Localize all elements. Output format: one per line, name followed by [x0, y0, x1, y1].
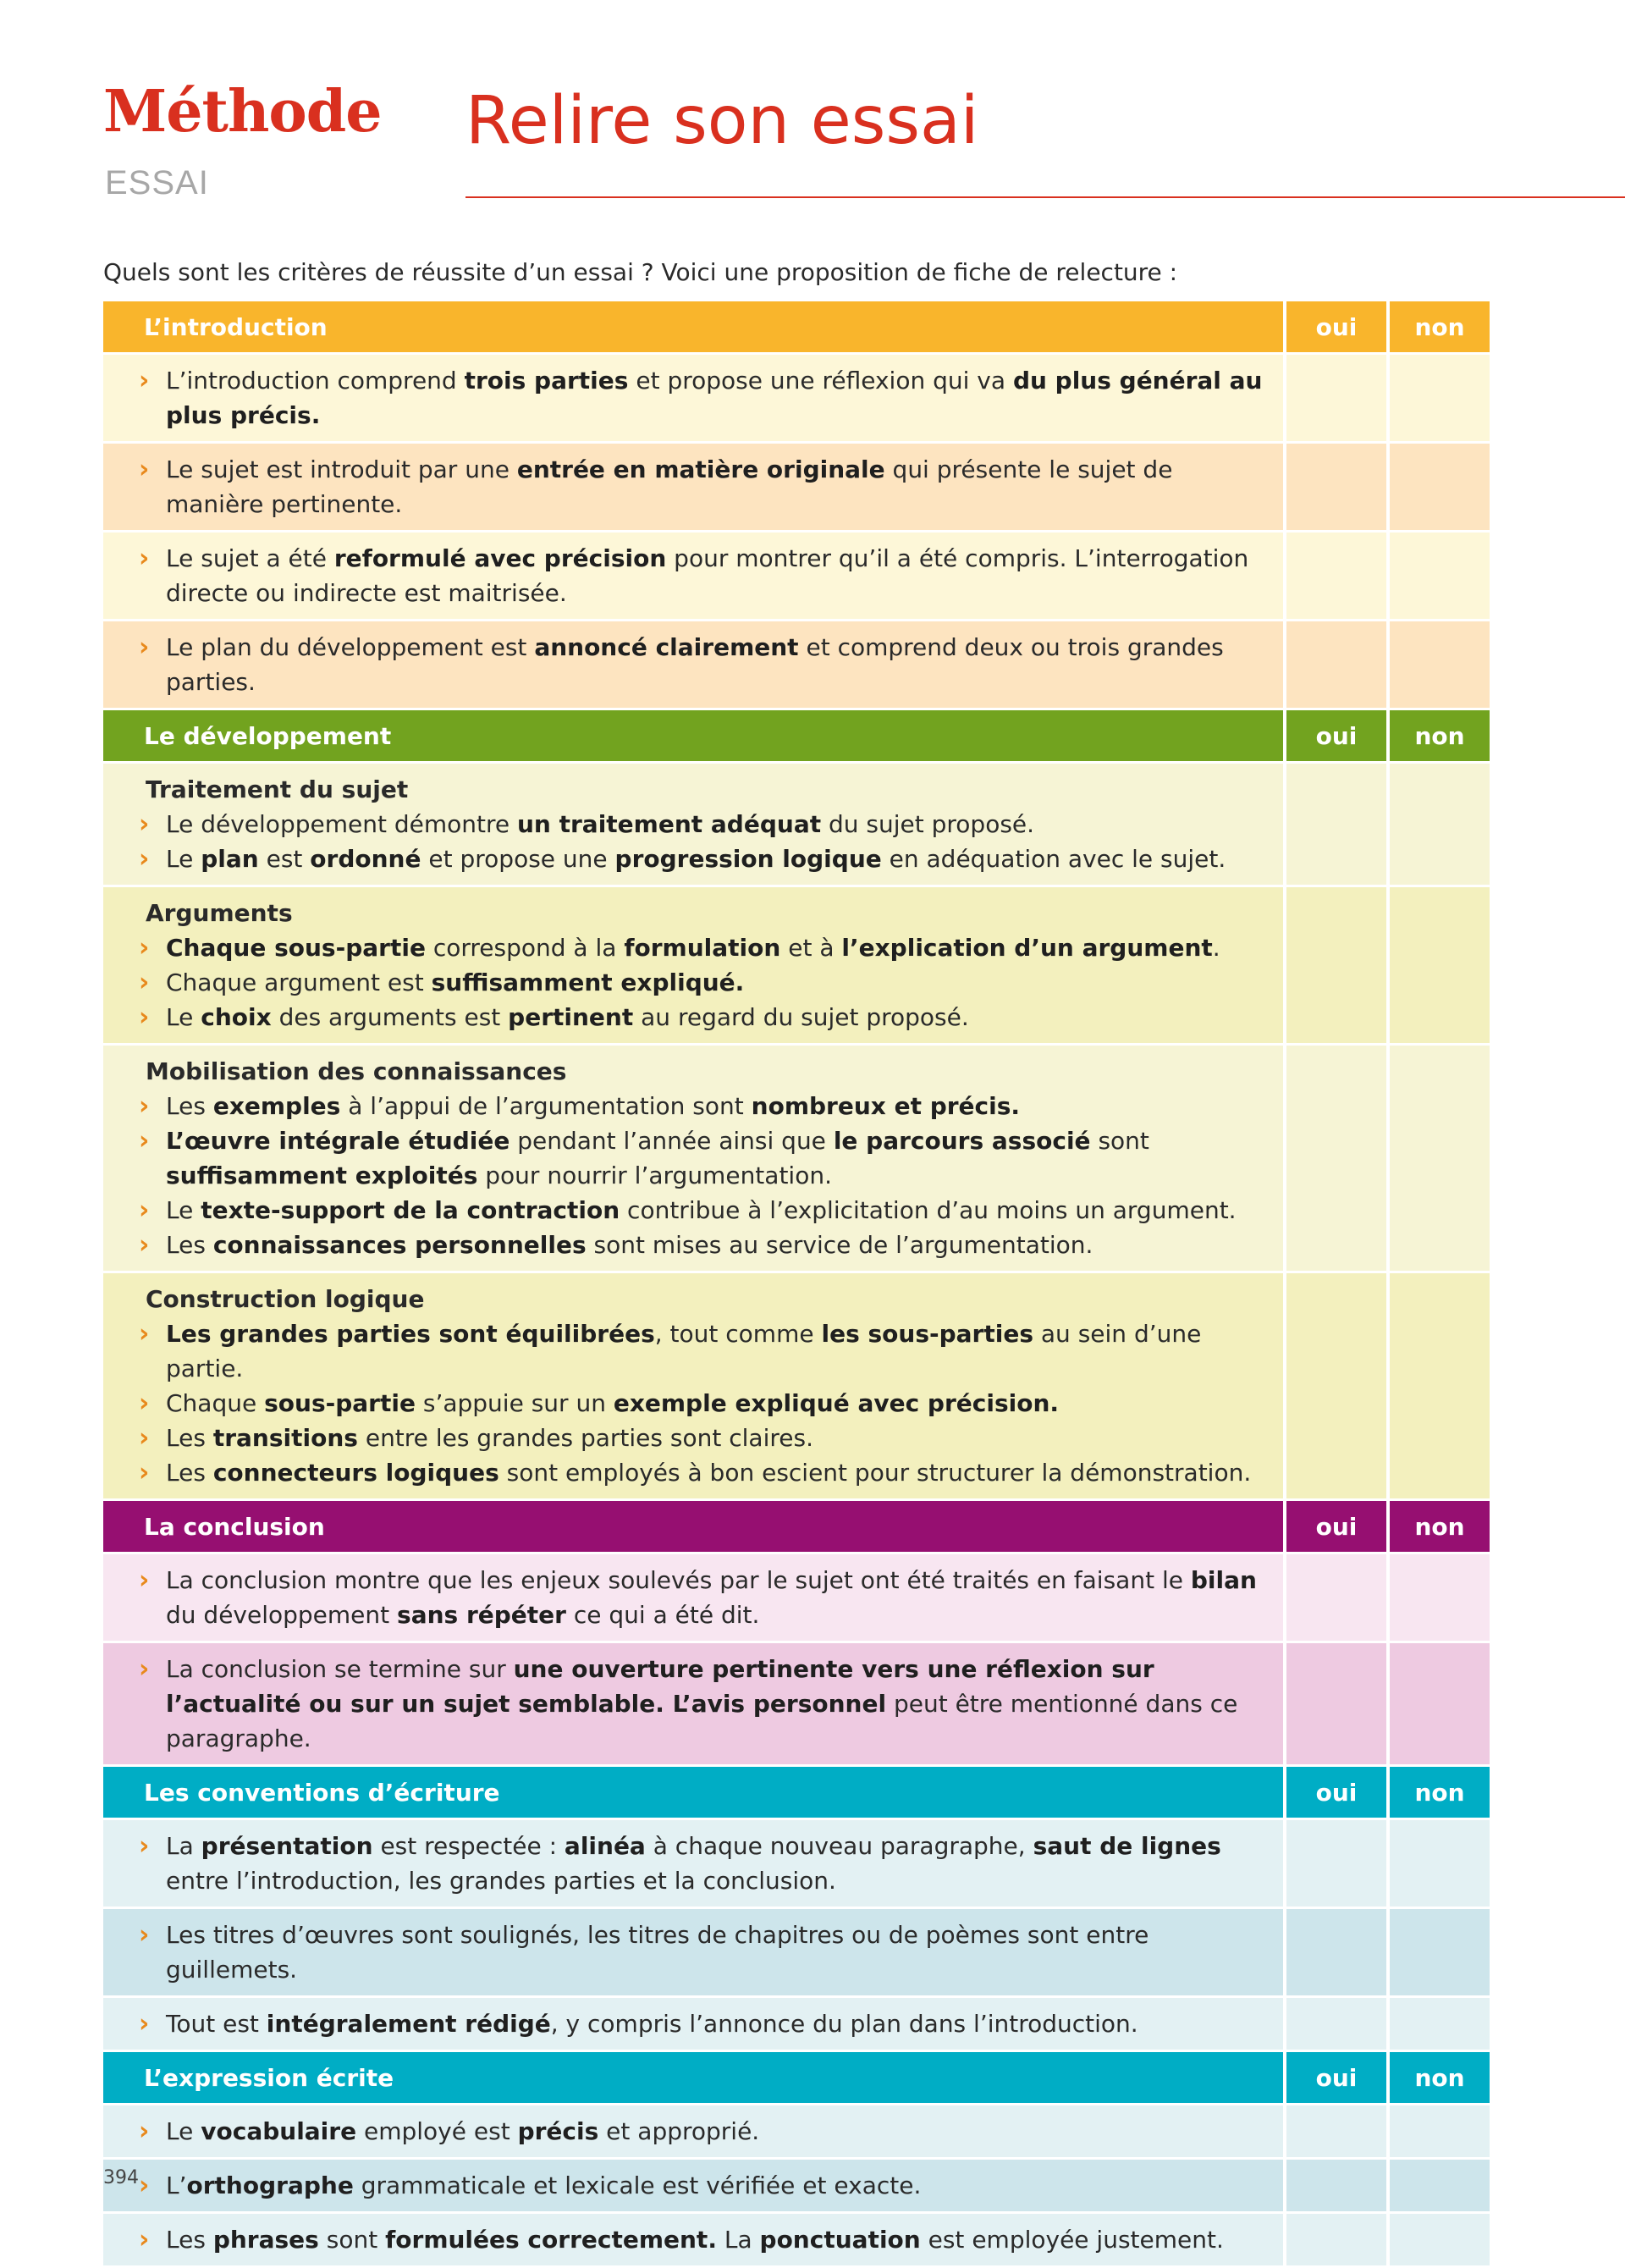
oui-column-header: oui — [1286, 1767, 1386, 1818]
criterion-text: pendant l’année ainsi que — [510, 1127, 834, 1155]
criterion-text: correspond à la — [425, 934, 625, 962]
criterion-item — [139, 2114, 1266, 2149]
non-checkbox-cell[interactable] — [1390, 1998, 1490, 2050]
criterion-text: et à — [780, 934, 842, 962]
criterion-text: du sujet proposé. — [821, 810, 1035, 838]
oui-checkbox-cell[interactable] — [1286, 1273, 1386, 1498]
criteria-text — [103, 2160, 1283, 2211]
non-column-header: non — [1390, 710, 1490, 761]
criterion-emphasis: transitions — [212, 1424, 358, 1452]
criterion-item — [139, 363, 1266, 433]
chevron-right-icon: › — [139, 1091, 150, 1121]
criterion-text: peut être mentionné dans ce paragraphe. — [166, 1690, 1238, 1752]
chevron-right-icon: › — [139, 366, 150, 395]
criterion-emphasis: Les grandes parties sont équilibrées — [166, 1320, 655, 1348]
criterion-emphasis: texte-support de la contraction — [201, 1196, 620, 1224]
criterion-text: entre les grandes parties sont claires. — [357, 1424, 813, 1452]
criterion-item — [139, 1563, 1266, 1632]
criterion-item — [139, 1193, 1266, 1228]
criterion-emphasis: suffisamment exploités — [166, 1162, 478, 1189]
criteria-row — [103, 621, 1491, 708]
criteria-text — [103, 764, 1283, 885]
non-column-header: non — [1390, 1767, 1490, 1818]
intro-text: Quels sont les critères de réussite d’un essai ? Voici une proposition de fiche de relecture : — [103, 258, 1178, 286]
chevron-right-icon: › — [139, 968, 150, 997]
oui-checkbox-cell[interactable] — [1286, 764, 1386, 885]
criterion-item — [139, 541, 1266, 610]
criterion-text: du développement — [166, 1601, 398, 1629]
chevron-right-icon: › — [139, 1319, 150, 1349]
criterion-text: Le — [166, 845, 201, 873]
title-divider — [465, 196, 1625, 198]
criterion-text: à chaque nouveau paragraphe, — [645, 1832, 1033, 1860]
criterion-emphasis: exemple expliqué avec précision. — [613, 1389, 1060, 1417]
criterion-text: entre l’introduction, les grandes parties et la conclusion. — [166, 1867, 836, 1895]
criterion-emphasis: exemples — [212, 1092, 341, 1120]
criterion-text: à l’appui de l’argumentation sont — [340, 1092, 752, 1120]
criterion-emphasis: ordonné — [310, 845, 421, 873]
criterion-item — [139, 1829, 1266, 1898]
criterion-item — [139, 630, 1266, 699]
criterion-item — [139, 1089, 1266, 1123]
non-checkbox-cell[interactable] — [1390, 2214, 1490, 2265]
criterion-text: contribue à l’explicitation d’au moins un argument. — [620, 1196, 1237, 1224]
non-checkbox-cell[interactable] — [1390, 621, 1490, 708]
non-checkbox-cell[interactable] — [1390, 533, 1490, 619]
criterion-text: et comprend deux ou trois grandes parties. — [166, 633, 1224, 696]
criteria-text — [103, 533, 1283, 619]
criterion-emphasis: ponctuation — [759, 2226, 921, 2254]
criteria-row — [103, 1820, 1491, 1907]
criteria-row — [103, 1998, 1491, 2050]
criterion-text: La conclusion montre que les enjeux soulevés par le sujet ont été traités en faisant le — [166, 1566, 1191, 1594]
criterion-text: La — [716, 2226, 760, 2254]
criterion-text: , tout comme — [654, 1320, 822, 1348]
chevron-right-icon: › — [139, 632, 150, 662]
criterion-emphasis: annoncé clairement — [534, 633, 799, 661]
criteria-text — [103, 444, 1283, 530]
criterion-text: Le — [166, 1003, 201, 1031]
chevron-right-icon: › — [139, 1002, 150, 1032]
criterion-emphasis: une ouverture pertinente vers une réflexion sur l’actualité ou sur un sujet semblable. L’avis personnel — [166, 1655, 1154, 1718]
criterion-emphasis: connecteurs logiques — [212, 1459, 499, 1487]
criteria-row — [103, 355, 1491, 441]
criterion-item — [139, 2222, 1266, 2257]
criteria-text — [103, 2105, 1283, 2157]
criterion-text: Tout est — [166, 2010, 267, 2038]
section-header — [103, 2052, 1491, 2103]
oui-checkbox-cell[interactable] — [1286, 1554, 1386, 1641]
criterion-text: employé est — [356, 2117, 518, 2145]
criterion-emphasis: entrée en matière originale — [516, 455, 885, 483]
chevron-right-icon: › — [139, 1195, 150, 1225]
criterion-text: Chaque — [166, 1389, 265, 1417]
criterion-text: La conclusion se termine sur — [166, 1655, 514, 1683]
criteria-row — [103, 887, 1491, 1043]
non-checkbox-cell[interactable] — [1390, 1643, 1490, 1764]
criterion-item — [139, 2006, 1266, 2041]
criterion-text: s’appuie sur un — [415, 1389, 614, 1417]
chevron-right-icon: › — [139, 1388, 150, 1418]
criterion-text: , y compris l’annonce du plan dans l’introduction. — [550, 2010, 1138, 2038]
criterion-text: et propose une réflexion qui va — [628, 367, 1013, 395]
criterion-emphasis: les sous-parties — [821, 1320, 1033, 1348]
oui-checkbox-cell[interactable] — [1286, 533, 1386, 619]
section-title: Les conventions d’écriture — [103, 1767, 1283, 1818]
criterion-text: sont employés à bon escient pour structurer la démonstration. — [499, 1459, 1252, 1487]
criterion-text: au sein d’une partie. — [166, 1320, 1202, 1382]
criterion-emphasis: connaissances personnelles — [212, 1231, 587, 1259]
criteria-row — [103, 764, 1491, 885]
criteria-text — [103, 1909, 1283, 1995]
chevron-right-icon: › — [139, 2171, 150, 2200]
section-title: L’introduction — [103, 301, 1283, 352]
criterion-item — [139, 2168, 1266, 2203]
essai-label: ESSAI — [105, 164, 209, 201]
non-column-header: non — [1390, 2052, 1490, 2103]
criteria-row — [103, 1643, 1491, 1764]
criterion-item — [139, 930, 1266, 965]
non-checkbox-cell[interactable] — [1390, 355, 1490, 441]
criterion-text: et approprié. — [598, 2117, 760, 2145]
criterion-item — [139, 807, 1266, 842]
criterion-emphasis: alinéa — [564, 1832, 646, 1860]
criterion-text: sont — [1090, 1127, 1149, 1155]
criterion-emphasis: L’œuvre intégrale étudiée — [166, 1127, 510, 1155]
section-header — [103, 301, 1491, 352]
oui-column-header: oui — [1286, 301, 1386, 352]
criterion-emphasis: le parcours associé — [833, 1127, 1091, 1155]
criteria-text — [103, 887, 1283, 1043]
criterion-text: en adéquation avec le sujet. — [881, 845, 1226, 873]
criterion-text: Les — [166, 1092, 213, 1120]
section-header — [103, 710, 1491, 761]
criteria-subheading: Mobilisation des connaissances — [146, 1057, 567, 1085]
criterion-item — [139, 1455, 1266, 1490]
criterion-item — [139, 1316, 1266, 1386]
oui-column-header: oui — [1286, 2052, 1386, 2103]
review-checklist-table — [103, 301, 1491, 2268]
chevron-right-icon: › — [139, 2116, 150, 2146]
criterion-text: sont mises au service de l’argumentation. — [586, 1231, 1093, 1259]
criterion-text: Les — [166, 1231, 213, 1259]
chevron-right-icon: › — [139, 1565, 150, 1595]
oui-checkbox-cell[interactable] — [1286, 1046, 1386, 1271]
chevron-right-icon: › — [139, 455, 150, 484]
criterion-item — [139, 842, 1266, 876]
criterion-text: et propose une — [421, 845, 615, 873]
criterion-text: L’introduction comprend — [166, 367, 465, 395]
criterion-emphasis: bilan — [1190, 1566, 1257, 1594]
criterion-emphasis: progression logique — [614, 845, 882, 873]
chevron-right-icon: › — [139, 1230, 150, 1260]
oui-checkbox-cell[interactable] — [1286, 1998, 1386, 2050]
page-title: Relire son essai — [465, 83, 979, 159]
page-number: 394 — [103, 2167, 139, 2188]
oui-checkbox-cell[interactable] — [1286, 887, 1386, 1043]
criteria-row — [103, 533, 1491, 619]
criterion-emphasis: présentation — [201, 1832, 373, 1860]
criterion-emphasis: orthographe — [186, 2171, 354, 2199]
chevron-right-icon: › — [139, 2009, 150, 2039]
criterion-item — [139, 1123, 1266, 1193]
criterion-emphasis: plan — [201, 845, 259, 873]
criterion-text: est — [258, 845, 311, 873]
criteria-row — [103, 1273, 1491, 1498]
criterion-emphasis: saut de lignes — [1033, 1832, 1221, 1860]
criteria-row — [103, 2160, 1491, 2211]
criteria-text — [103, 1998, 1283, 2050]
criteria-text — [103, 1273, 1283, 1498]
criteria-subheading: Arguments — [146, 899, 293, 927]
criterion-text: Le sujet est introduit par une — [166, 455, 517, 483]
non-checkbox-cell[interactable] — [1390, 2105, 1490, 2157]
criterion-item — [139, 452, 1266, 521]
oui-checkbox-cell[interactable] — [1286, 355, 1386, 441]
criterion-item — [139, 1421, 1266, 1455]
criterion-emphasis: trois parties — [464, 367, 629, 395]
criterion-emphasis: Chaque sous-partie — [166, 934, 426, 962]
method-label: Méthode — [103, 78, 382, 146]
oui-checkbox-cell[interactable] — [1286, 1909, 1386, 1995]
criterion-text: qui présente le sujet de manière pertinente. — [166, 455, 1173, 518]
oui-checkbox-cell[interactable] — [1286, 1643, 1386, 1764]
non-checkbox-cell[interactable] — [1390, 887, 1490, 1043]
non-checkbox-cell[interactable] — [1390, 1820, 1490, 1907]
criterion-emphasis: nombreux et précis. — [751, 1092, 1021, 1120]
criterion-text: L’ — [166, 2171, 187, 2199]
criteria-subheading: Construction logique — [146, 1285, 425, 1313]
criterion-text: Le développement démontre — [166, 810, 517, 838]
criteria-row — [103, 444, 1491, 530]
oui-checkbox-cell[interactable] — [1286, 444, 1386, 530]
non-checkbox-cell[interactable] — [1390, 444, 1490, 530]
criterion-text: pour montrer qu’il a été compris. L’interrogation directe ou indirecte est maitrisée. — [166, 544, 1249, 607]
non-checkbox-cell[interactable] — [1390, 1909, 1490, 1995]
criterion-text: sont — [318, 2226, 386, 2254]
chevron-right-icon: › — [139, 2225, 150, 2254]
chevron-right-icon: › — [139, 544, 150, 573]
criterion-item — [139, 1000, 1266, 1035]
criterion-emphasis: vocabulaire — [201, 2117, 357, 2145]
criterion-emphasis: sans répéter — [397, 1601, 566, 1629]
criterion-emphasis: reformulé avec précision — [333, 544, 667, 572]
criterion-text: Le plan du développement est — [166, 633, 535, 661]
chevron-right-icon: › — [139, 1458, 150, 1487]
criterion-text: Les titres d’œuvres sont soulignés, les titres de chapitres ou de poèmes sont entre guillemets. — [166, 1921, 1149, 1984]
non-column-header: non — [1390, 1501, 1490, 1552]
oui-column-header: oui — [1286, 710, 1386, 761]
criterion-item — [139, 1228, 1266, 1262]
criterion-emphasis: pertinent — [508, 1003, 634, 1031]
criteria-text — [103, 355, 1283, 441]
criterion-emphasis: sous-partie — [264, 1389, 416, 1417]
criterion-emphasis: choix — [201, 1003, 272, 1031]
criteria-text — [103, 1643, 1283, 1764]
criterion-emphasis: formulation — [624, 934, 781, 962]
criterion-text: ce qui a été dit. — [565, 1601, 760, 1629]
criteria-text — [103, 1820, 1283, 1907]
criteria-row — [103, 1554, 1491, 1641]
criteria-row — [103, 2105, 1491, 2157]
criteria-text — [103, 1554, 1283, 1641]
non-checkbox-cell[interactable] — [1390, 764, 1490, 885]
criterion-text: Chaque argument est — [166, 968, 432, 996]
criterion-text: La — [166, 1832, 201, 1860]
oui-checkbox-cell[interactable] — [1286, 1820, 1386, 1907]
criterion-text: Les — [166, 1459, 213, 1487]
chevron-right-icon: › — [139, 1920, 150, 1950]
criteria-text — [103, 2214, 1283, 2265]
oui-column-header: oui — [1286, 1501, 1386, 1552]
criterion-emphasis: du plus général au plus précis. — [166, 367, 1263, 429]
criteria-row — [103, 1909, 1491, 1995]
criterion-text: Les — [166, 1424, 213, 1452]
chevron-right-icon: › — [139, 1831, 150, 1861]
criteria-text — [103, 621, 1283, 708]
criterion-emphasis: formulées correctement. — [385, 2226, 717, 2254]
chevron-right-icon: › — [139, 844, 150, 874]
section-title: Le développement — [103, 710, 1283, 761]
criterion-text: Le — [166, 1196, 201, 1224]
oui-checkbox-cell[interactable] — [1286, 2214, 1386, 2265]
chevron-right-icon: › — [139, 1654, 150, 1684]
section-header — [103, 1767, 1491, 1818]
non-checkbox-cell[interactable] — [1390, 1554, 1490, 1641]
criterion-emphasis: intégralement rédigé — [266, 2010, 551, 2038]
criterion-text: Le sujet a été — [166, 544, 334, 572]
criterion-emphasis: un traitement adéquat — [517, 810, 822, 838]
non-column-header: non — [1390, 301, 1490, 352]
chevron-right-icon: › — [139, 1126, 150, 1156]
criteria-row — [103, 2214, 1491, 2265]
criterion-text: au regard du sujet proposé. — [633, 1003, 969, 1031]
criterion-emphasis: l’explication d’un argument — [841, 934, 1213, 962]
criteria-text — [103, 1046, 1283, 1271]
criterion-text: Les — [166, 2226, 213, 2254]
criterion-emphasis: suffisamment expliqué. — [431, 968, 745, 996]
chevron-right-icon: › — [139, 1423, 150, 1453]
oui-checkbox-cell[interactable] — [1286, 2105, 1386, 2157]
oui-checkbox-cell[interactable] — [1286, 2160, 1386, 2211]
criterion-text: Le — [166, 2117, 201, 2145]
criterion-item — [139, 1918, 1266, 1987]
oui-checkbox-cell[interactable] — [1286, 621, 1386, 708]
criterion-emphasis: précis — [517, 2117, 599, 2145]
criterion-text: des arguments est — [271, 1003, 509, 1031]
section-title: L’expression écrite — [103, 2052, 1283, 2103]
section-title: La conclusion — [103, 1501, 1283, 1552]
non-checkbox-cell[interactable] — [1390, 1046, 1490, 1271]
non-checkbox-cell[interactable] — [1390, 1273, 1490, 1498]
criterion-text: est respectée : — [372, 1832, 565, 1860]
criterion-item — [139, 965, 1266, 1000]
criterion-text: . — [1212, 934, 1220, 962]
chevron-right-icon: › — [139, 933, 150, 963]
criterion-item — [139, 1386, 1266, 1421]
criteria-subheading: Traitement du sujet — [146, 775, 409, 803]
criterion-text: pour nourrir l’argumentation. — [477, 1162, 832, 1189]
non-checkbox-cell[interactable] — [1390, 2160, 1490, 2211]
section-header — [103, 1501, 1491, 1552]
criterion-text: est employée justement. — [920, 2226, 1224, 2254]
criterion-text: grammaticale et lexicale est vérifiée et exacte. — [353, 2171, 922, 2199]
chevron-right-icon: › — [139, 809, 150, 839]
criterion-item — [139, 1652, 1266, 1756]
criterion-emphasis: phrases — [212, 2226, 319, 2254]
criteria-row — [103, 1046, 1491, 1271]
